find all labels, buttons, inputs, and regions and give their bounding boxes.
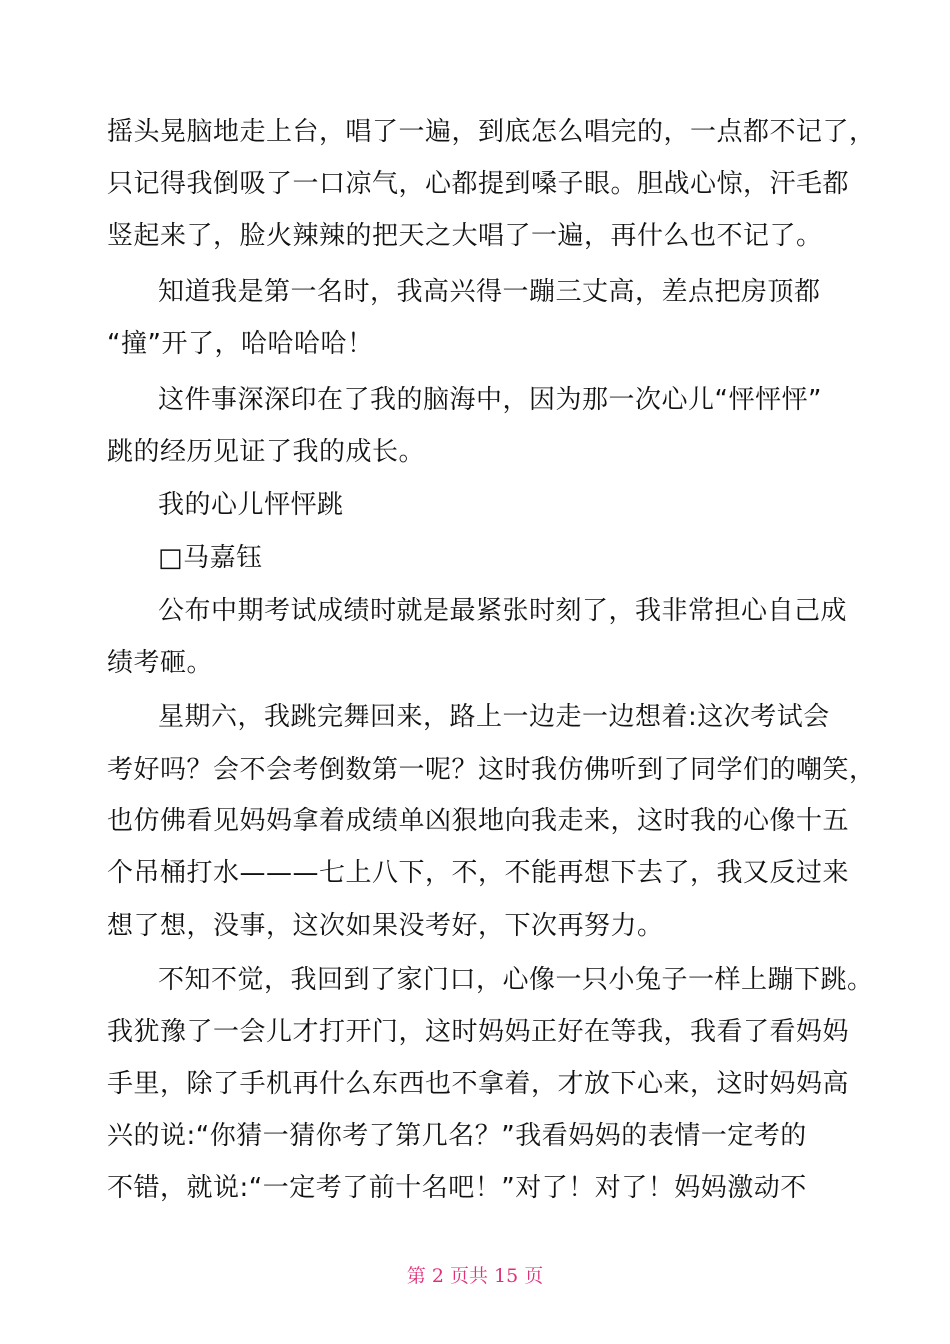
- text-line: 绩考砸。: [107, 648, 214, 678]
- text-line: 我犹豫了一会儿才打开门，这时妈妈正好在等我，我看了看妈妈: [107, 1017, 850, 1047]
- article-author: □马嘉钰: [158, 543, 263, 573]
- text-line: 手里，除了手机再什么东西也不拿着，才放下心来，这时妈妈高: [107, 1069, 850, 1099]
- text-line: 也仿佛看见妈妈拿着成绩单凶狠地向我走来，这时我的心像十五: [107, 806, 850, 836]
- text-line: “撞”开了，哈哈哈哈！: [107, 329, 374, 359]
- text-line: 不错，就说:“一定考了前十名吧！”对了！对了！妈妈激动不: [107, 1173, 807, 1203]
- text-line: 知道我是第一名时，我高兴得一蹦三丈高，差点把房顶都: [158, 277, 821, 307]
- text-line: 不知不觉，我回到了家门口，心像一只小兔子一样上蹦下跳。: [158, 965, 874, 995]
- page-number-footer: 第 2 页共 15 页: [406, 1265, 544, 1287]
- article-title: 我的心儿怦怦跳: [158, 490, 344, 520]
- text-line: 竖起来了，脸火辣辣的把天之大唱了一遍，再什么也不记了。: [107, 221, 823, 251]
- text-line: 跳的经历见证了我的成长。: [107, 437, 426, 467]
- text-line: 想了想，没事，这次如果没考好，下次再努力。: [107, 911, 664, 941]
- text-line: 个吊桶打水———七上八下，不，不能再想下去了，我又反过来: [107, 858, 850, 888]
- text-line: 这件事深深印在了我的脑海中，因为那一次心儿“怦怦怦”: [158, 385, 822, 415]
- text-line: 摇头晃脑地走上台，唱了一遍，到底怎么唱完的，一点都不记了，: [107, 117, 876, 147]
- text-line: 星期六，我跳完舞回来，路上一边走一边想着:这次考试会: [158, 702, 830, 732]
- text-line: 考好吗？会不会考倒数第一呢？这时我仿佛听到了同学们的嘲笑，: [107, 755, 876, 785]
- text-line: 公布中期考试成绩时就是最紧张时刻了，我非常担心自己成: [158, 596, 848, 626]
- text-line: 兴的说:“你猜一猜你考了第几名？”我看妈妈的表情一定考的: [107, 1121, 807, 1151]
- text-line: 只记得我倒吸了一口凉气，心都提到嗓子眼。胆战心惊，汗毛都: [107, 169, 850, 199]
